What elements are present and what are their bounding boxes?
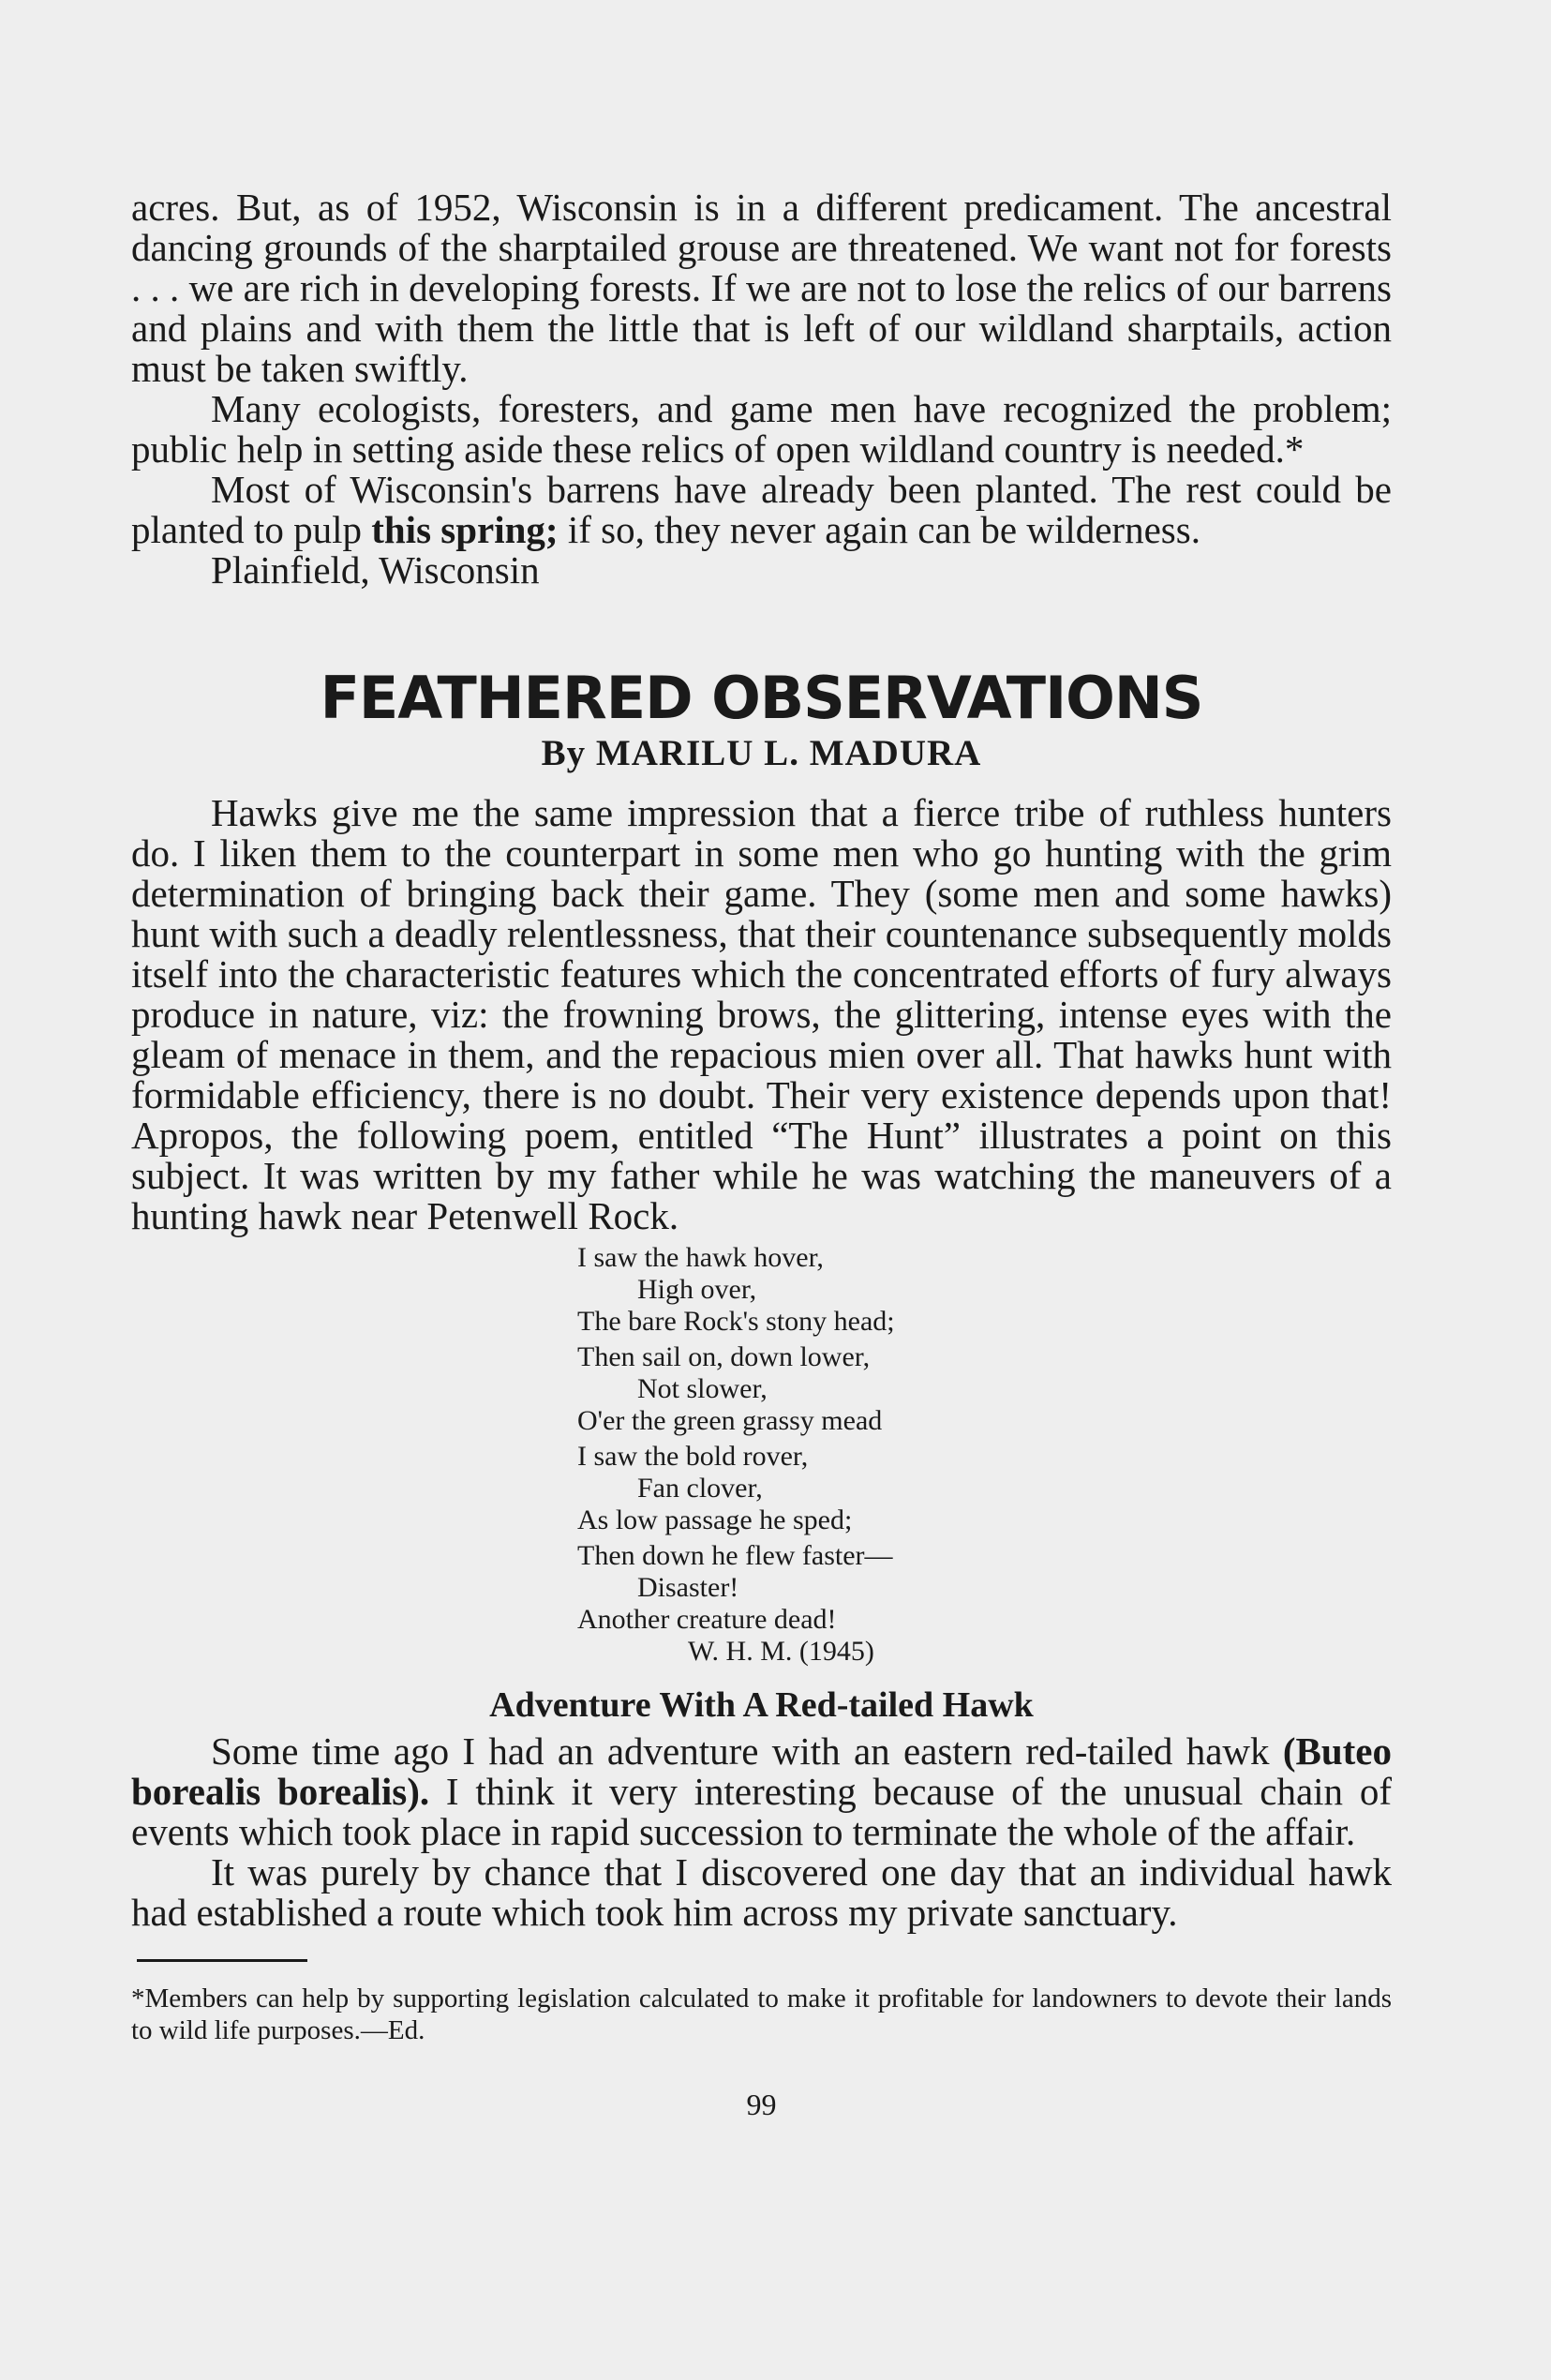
intro-paragraph-3	[131, 470, 1392, 550]
intro-place: Plainfield, Wisconsin	[211, 548, 540, 591]
footnote: *Members can help by supporting legislation calculated to make it profitable for landowners to devote their lands to wild life purposes.—Ed.	[131, 1983, 1392, 2045]
article-byline: By MARILU L. MADURA	[541, 733, 982, 773]
intro-paragraph-1: acres. But, as of 1952, Wisconsin is in a different predicament. The ancestral dancing grounds of the sharptailed grouse are threatened. We want not for forests . . . we are rich in developing forests. If we are not to lose the relics of our barrens and plains and with them the little that is left of our wildland sharptails, action must be taken swiftly.	[131, 186, 1392, 390]
article-title: FEATHERED OBSERVATIONS	[320, 664, 1203, 732]
section-paragraph-1-text-b: I think it very interesting because of the unusual chain of events which took place in rapid succession to terminate the whole of the affair.	[131, 1770, 1392, 1853]
section-paragraph-2: It was purely by chance that I discovered one day that an individual hawk had established a route which took him across my private sanctuary.	[131, 1850, 1392, 1934]
article-paragraph-1: Hawks give me the same impression that a fierce tribe of ruthless hunters do. I liken them to the counterpart in some men who go hunting with the grim determination of bringing back their game. They (some men and some hawks) hunt with such a deadly relentlessness, that their countenance subsequently molds itself into the characteristic features which the concentrated efforts of fury always produce in nature, viz: the frowning brows, the glittering, intense eyes with the gleam of menace in them, and the repacious mien over all. That hawks hunt with formidable efficiency, there is no doubt. Their very existence depends upon that! Apropos, the following poem, entitled “The Hunt” illustrates a point on this subject. It was written by my father while he was watching the maneuvers of a hunting hawk near Petenwell Rock.	[131, 791, 1392, 1237]
poem-line: High over,	[637, 1274, 757, 1305]
poem-line: Fan clover,	[637, 1473, 763, 1504]
poem-line: Then sail on, down lower,	[577, 1341, 871, 1372]
intro-paragraph-3-bold: this spring;	[371, 508, 559, 551]
poem-line: Disaster!	[637, 1572, 739, 1603]
species-name: (Buteo borealis borealis).	[131, 1729, 1392, 1813]
poem-line: The bare Rock's stony head;	[577, 1306, 895, 1337]
poem-line: I saw the hawk hover,	[577, 1242, 824, 1273]
poem	[577, 1242, 1392, 1668]
section-heading: Adventure With A Red-tailed Hawk	[489, 1685, 1034, 1725]
poem-line: O'er the green grassy mead	[577, 1405, 883, 1436]
footnote-divider	[137, 1959, 307, 1962]
page-content	[131, 187, 1392, 2122]
poem-line: As low passage he sped;	[577, 1504, 853, 1535]
intro-paragraph-3-text-b: if so, they never again can be wilderness.	[558, 508, 1201, 551]
poem-line: Another creature dead!	[577, 1604, 837, 1635]
poem-line: Not slower,	[637, 1373, 768, 1404]
section-paragraph-1-text-a: Some time ago I had an adventure with an eastern red-tailed hawk	[211, 1729, 1283, 1773]
section-paragraph-1	[131, 1731, 1392, 1852]
page-number: 99	[746, 2088, 777, 2121]
poem-line: Then down he flew faster—	[577, 1540, 893, 1571]
intro-paragraph-2: Many ecologists, foresters, and game men have recognized the problem; public help in setting aside these relics of open wildland country is needed.*	[131, 387, 1392, 471]
poem-signature: W. H. M. (1945)	[688, 1636, 874, 1667]
poem-line: I saw the bold rover,	[577, 1441, 809, 1472]
intro-paragraph-3-text-a: Most of Wisconsin's barrens have already been planted. The rest could be planted to pulp	[131, 468, 1392, 551]
